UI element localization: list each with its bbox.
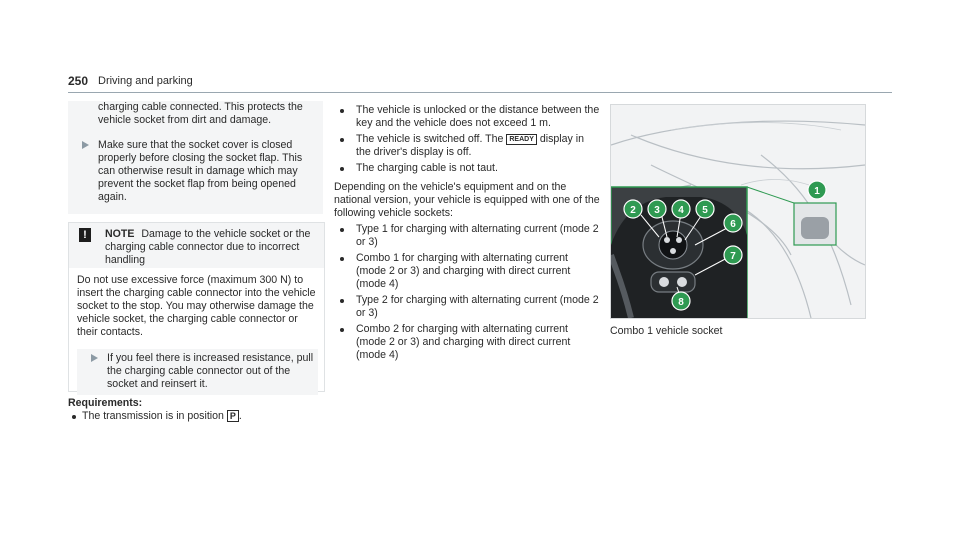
socket-item [332,252,600,291]
callout-label: 4 [678,205,684,216]
requirements-title: Requirements: [68,397,143,409]
bullet-text: The vehicle is switched off. The [356,133,504,145]
socket-item [332,323,600,362]
socket-text: Combo 1 for charging with alternating current (mode 2 or 3) and charging with direct current (mode 4) [356,252,571,290]
step-arrow-icon [91,354,98,362]
requirement-suffix: . [238,410,242,422]
bullet-text: The vehicle is unlocked or the distance between the key and the vehicle does not exceed 1 m. [356,104,600,129]
requirement-bullet [332,133,600,159]
callout-label: 3 [654,205,660,216]
section-title: Driving and parking [98,75,193,87]
bullet-icon [340,228,344,232]
requirements [68,397,323,423]
bullet-icon [340,257,344,261]
step-text: If you feel there is increased resistance, pull the charging cable connector out of the socket and reinsert it. [107,352,314,390]
step-text: Make sure that the socket cover is closed properly before closing the socket flap. This can otherwise result in damage which may prevent the socket flap from being opened again. [98,139,303,203]
ready-indicator-icon: READY [506,134,537,145]
note-box [68,222,325,392]
callout-label: 5 [702,205,708,216]
requirement-bullet [332,104,600,130]
callout-label: 8 [678,297,684,308]
bullet-icon [340,138,344,142]
bullet-icon [340,299,344,303]
socket-cover [801,217,829,239]
requirement-item [68,410,323,423]
note-header [69,223,324,268]
callout-label: 7 [730,251,736,262]
socket-intro: Depending on the vehicle's equipment and on the national version, your vehicle is equipped with one of the following vehicle sockets: [334,181,600,219]
continued-step-box [68,101,323,214]
continued-text: charging cable connected. This protects the vehicle socket from dirt and damage. [98,101,303,126]
warning-icon: ! [79,228,91,242]
socket-item [332,294,600,320]
socket-illustration [610,104,866,319]
note-title: NOTE [105,228,135,240]
bullet-text: The charging cable is not taut. [356,162,498,174]
socket-item [332,223,600,249]
page-header [68,72,892,93]
figure-caption: Combo 1 vehicle socket [610,325,723,337]
bullet-text: display in the driver's display is off. [356,133,585,158]
bullet-icon [340,167,344,171]
dc-socket [651,272,695,292]
note-text: Do not use excessive force (maximum 300 N) to insert the charging cable connector into the vehicle socket to the stop. You may otherwise damage the vehicle socket, the charging cable connector or their contacts. [77,274,316,338]
callout-label: 2 [630,205,636,216]
bullet-icon [340,109,344,113]
socket-text: Type 2 for charging with alternating current (mode 2 or 3) [356,294,599,319]
note-heading: Damage to the vehicle socket or the charging cable connector due to incorrect handling [105,228,311,266]
step-close-cover [68,139,323,204]
gear-p-symbol: P [227,410,239,422]
socket-text: Type 1 for charging with alternating current (mode 2 or 3) [356,223,599,248]
bullet-icon [340,328,344,332]
requirement-bullet [332,162,600,175]
requirement-text: The transmission is in position [82,410,224,422]
bullet-icon [72,415,76,419]
callout-label: 1 [814,186,820,197]
socket-text: Combo 2 for charging with alternating current (mode 2 or 3) and charging with direct current (mode 4) [356,323,571,361]
note-body [69,268,324,399]
step-arrow-icon [82,141,89,149]
step-reinsert [77,349,318,395]
vehicle-socket-drawing [611,105,865,318]
callout-label: 6 [730,219,736,230]
page-number: 250 [68,74,89,88]
requirements-column [332,104,600,365]
